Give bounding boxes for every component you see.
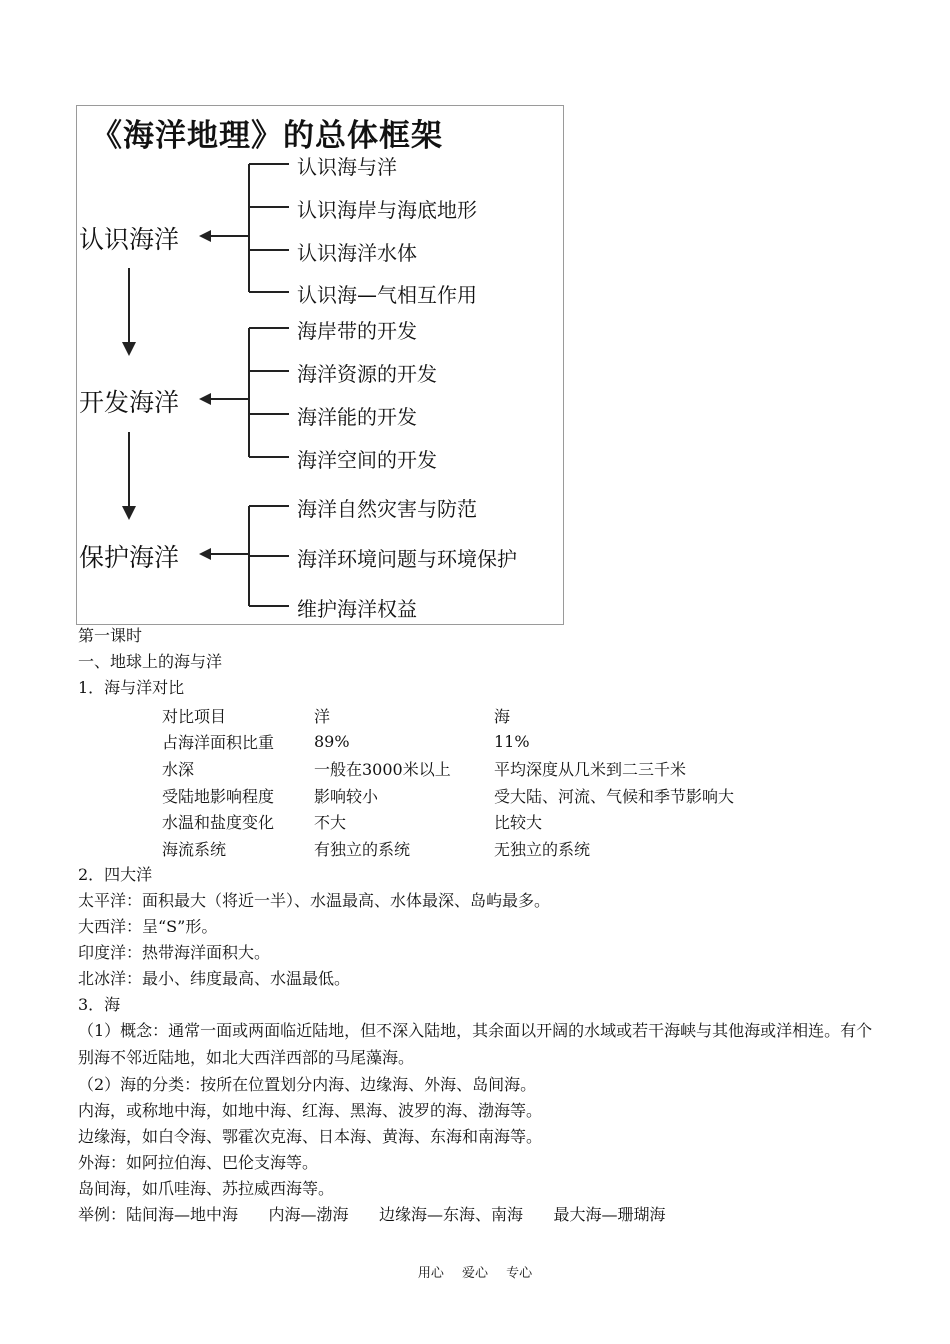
table-cell: 水深 [162, 759, 195, 779]
diagram-main-recognize: 认识海洋 [79, 225, 180, 254]
subsection-heading: 2．四大洋 [78, 865, 153, 884]
table-cell: 11% [494, 732, 530, 752]
table-cell: 无独立的系统 [494, 839, 591, 859]
table-row [162, 808, 734, 835]
table-cell: 有独立的系统 [314, 839, 411, 859]
ocean-line: 北冰洋：最小、纬度最高、水温最低。 [78, 969, 351, 988]
diagram-item: 认识海—气相互作用 [297, 283, 477, 307]
diagram-item: 海洋自然灾害与防范 [297, 497, 477, 521]
ocean-line: 太平洋：面积最大（将近一半）、水温最高、水体最深、岛屿最多。 [78, 891, 551, 910]
comparison-table [162, 702, 734, 862]
diagram-item: 认识海岸与海底地形 [297, 198, 477, 222]
table-cell: 海流系统 [162, 839, 227, 859]
diagram-item: 海洋空间的开发 [297, 448, 437, 472]
diagram-item: 海岸带的开发 [297, 319, 417, 343]
table-cell: 占海洋面积比重 [162, 733, 275, 753]
diagram-main-protect: 保护海洋 [79, 543, 180, 572]
table-row [162, 702, 734, 729]
diagram-item: 海洋资源的开发 [297, 362, 437, 386]
sea-type-line: 外海：如阿拉伯海、巴伦支海等。 [78, 1153, 319, 1172]
page-footer: 用心 爱心 专心 [417, 1266, 533, 1281]
table-cell: 比较大 [494, 813, 543, 833]
table-cell: 89% [314, 732, 350, 752]
table-cell: 影响较小 [314, 786, 379, 806]
diagram-item: 认识海洋水体 [297, 241, 417, 265]
table-cell: 不大 [314, 813, 347, 833]
subsection-heading: 1．海与洋对比 [78, 678, 185, 697]
sea-type-line: 内海，或称地中海，如地中海、红海、黑海、波罗的海、渤海等。 [78, 1101, 543, 1120]
lesson-title: 第一课时 [78, 626, 143, 645]
table-row [162, 729, 734, 756]
framework-diagram [76, 105, 564, 625]
sea-type-line: 岛间海，如爪哇海、苏拉威西海等。 [78, 1179, 335, 1198]
sea-classification: （2）海的分类：按所在位置划分内海、边缘海、外海、岛间海。 [78, 1075, 537, 1094]
table-cell: 海 [494, 706, 511, 726]
ocean-line: 大西洋：呈“S”形。 [78, 917, 218, 936]
table-row [162, 755, 734, 782]
sea-concept-paragraph: （1）概念：通常一面或两面临近陆地，但不深入陆地，其余面以开阔的水域或若干海峡与其他海或洋相连。有个别海不邻近陆地，如北大西洋西部的马尾藻海。 [78, 1021, 873, 1067]
examples-line: 举例：陆间海—地中海 内海—渤海 边缘海—东海、南海 最大海—珊瑚海 [78, 1205, 666, 1224]
subsection-heading: 3．海 [78, 995, 121, 1014]
diagram-title: 《海洋地理》的总体框架 [91, 118, 443, 154]
table-cell: 平均深度从几米到二三千米 [494, 759, 687, 779]
table-cell: 洋 [314, 706, 331, 726]
table-row [162, 835, 734, 862]
table-cell: 水温和盐度变化 [162, 813, 275, 833]
sea-type-line: 边缘海，如白令海、鄂霍次克海、日本海、黄海、东海和南海等。 [78, 1127, 543, 1146]
diagram-main-develop: 开发海洋 [79, 388, 180, 417]
table-cell: 受大陆、河流、气候和季节影响大 [494, 786, 735, 806]
diagram-item: 维护海洋权益 [297, 597, 417, 621]
table-row [162, 782, 734, 809]
table-cell: 对比项目 [162, 706, 227, 726]
table-cell: 一般在3000米以上 [314, 759, 451, 779]
diagram-item: 认识海与洋 [297, 155, 397, 179]
diagram-item: 海洋环境问题与环境保护 [297, 547, 517, 571]
table-cell: 受陆地影响程度 [162, 786, 275, 806]
section-heading: 一、地球上的海与洋 [78, 652, 223, 671]
ocean-line: 印度洋：热带海洋面积大。 [78, 943, 271, 962]
diagram-item: 海洋能的开发 [297, 405, 417, 429]
